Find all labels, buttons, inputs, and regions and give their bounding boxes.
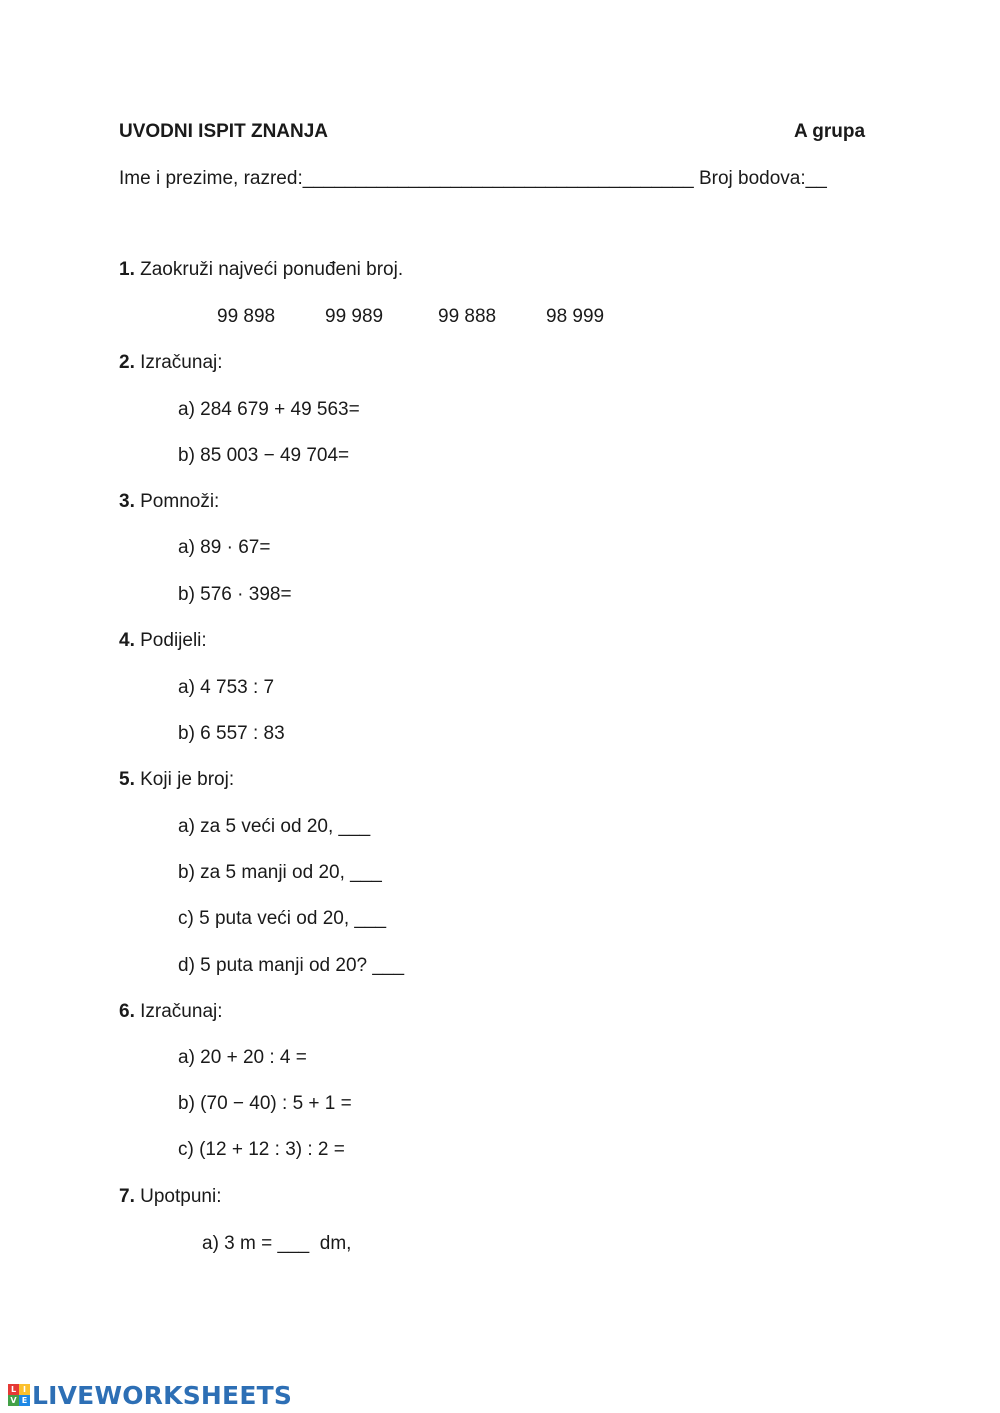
name-points-line[interactable]: Ime i prezime, razred:_____________________________________ Broj bodova:__ — [119, 168, 827, 189]
choice-option[interactable]: 99 898 — [217, 306, 276, 327]
question-text: Izračunaj: — [134, 1001, 223, 1022]
question-number: 3. — [119, 491, 135, 512]
question-text: Podijeli: — [134, 630, 207, 651]
task-item: a) za 5 veći od 20, ___ — [178, 816, 371, 837]
choice-option[interactable]: 99 989 — [325, 306, 384, 327]
question-number: 5. — [119, 769, 135, 790]
task-item: a) 4 753 : 7 — [178, 677, 275, 698]
task-item: b) 6 557 : 83 — [178, 723, 285, 744]
question-4 — [119, 631, 207, 650]
question-number: 4. — [119, 630, 135, 651]
question-text: Zaokruži najveći ponuđeni broj. — [134, 259, 404, 280]
question-5 — [119, 770, 234, 789]
question-3 — [119, 492, 219, 511]
question-number: 1. — [119, 259, 135, 280]
logo-blocks-icon: L I V E — [8, 1384, 30, 1406]
task-item: b) 576 · 398= — [178, 584, 292, 605]
question-number: 2. — [119, 352, 135, 373]
task-item: b) (70 − 40) : 5 + 1 = — [178, 1093, 352, 1114]
task-item: a) 284 679 + 49 563= — [178, 399, 360, 420]
task-item: a) 20 + 20 : 4 = — [178, 1047, 307, 1068]
task-item: b) 85 003 − 49 704= — [178, 445, 350, 466]
task-item: a) 89 · 67= — [178, 537, 271, 558]
task-item: b) za 5 manji od 20, ___ — [178, 862, 382, 883]
question-1 — [119, 260, 403, 279]
question-text: Koji je broj: — [134, 769, 235, 790]
question-2 — [119, 353, 223, 372]
group-label: A grupa — [794, 121, 866, 142]
task-item: a) 3 m = ___ dm, — [202, 1233, 352, 1254]
question-text: Pomnoži: — [134, 491, 220, 512]
question-text: Upotpuni: — [134, 1186, 222, 1207]
task-item: c) (12 + 12 : 3) : 2 = — [178, 1139, 345, 1160]
task-item: d) 5 puta manji od 20? ___ — [178, 955, 405, 976]
question-6 — [119, 1002, 223, 1021]
question-number: 7. — [119, 1186, 135, 1207]
task-item: c) 5 puta veći od 20, ___ — [178, 908, 387, 929]
page-title: UVODNI ISPIT ZNANJA — [119, 121, 329, 142]
question-number: 6. — [119, 1001, 135, 1022]
logo-wordmark: LIVEWORKSHEETS — [32, 1380, 293, 1410]
choice-option[interactable]: 99 888 — [438, 306, 497, 327]
choice-option[interactable]: 98 999 — [546, 306, 605, 327]
question-text: Izračunaj: — [134, 352, 223, 373]
question-7 — [119, 1187, 221, 1206]
liveworksheets-logo — [8, 1382, 292, 1408]
